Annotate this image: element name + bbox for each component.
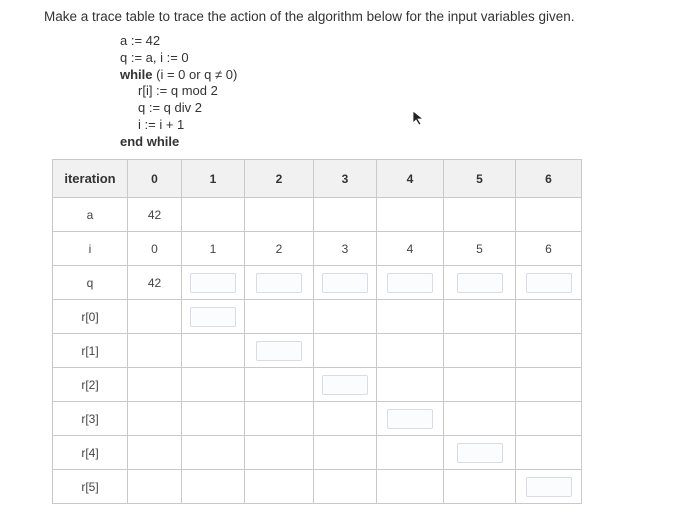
table-row-i bbox=[53, 232, 582, 266]
cell-value: 3 bbox=[314, 232, 377, 266]
column-header: 1 bbox=[182, 160, 245, 198]
iteration-header: iteration bbox=[53, 160, 128, 198]
answer-cell[interactable] bbox=[377, 198, 444, 232]
answer-cell[interactable] bbox=[444, 470, 516, 504]
answer-cell[interactable] bbox=[516, 470, 582, 504]
answer-cell[interactable] bbox=[377, 470, 444, 504]
answer-cell[interactable] bbox=[444, 368, 516, 402]
answer-cell[interactable] bbox=[245, 334, 314, 368]
answer-cell[interactable] bbox=[245, 198, 314, 232]
answer-cell[interactable] bbox=[245, 436, 314, 470]
row-label: a bbox=[53, 198, 128, 232]
answer-cell[interactable] bbox=[314, 368, 377, 402]
table-row-r2 bbox=[53, 368, 582, 402]
answer-cell[interactable] bbox=[444, 266, 516, 300]
column-header: 2 bbox=[245, 160, 314, 198]
answer-cell[interactable] bbox=[128, 470, 182, 504]
table-row-r3 bbox=[53, 402, 582, 436]
algo-while-line bbox=[120, 67, 237, 84]
instruction-text: Make a trace table to trace the action of the algorithm below for the input variables given. bbox=[44, 9, 575, 24]
answer-cell[interactable] bbox=[128, 402, 182, 436]
answer-cell[interactable] bbox=[182, 266, 245, 300]
answer-input[interactable] bbox=[190, 273, 236, 293]
row-label: q bbox=[53, 266, 128, 300]
algo-line-6: i := i + 1 bbox=[138, 116, 185, 132]
answer-cell[interactable] bbox=[516, 334, 582, 368]
table-row-r4 bbox=[53, 436, 582, 470]
answer-input[interactable] bbox=[256, 273, 302, 293]
answer-cell[interactable] bbox=[377, 300, 444, 334]
answer-cell[interactable] bbox=[182, 436, 245, 470]
cell-value: 2 bbox=[245, 232, 314, 266]
answer-cell[interactable] bbox=[444, 198, 516, 232]
column-header: 3 bbox=[314, 160, 377, 198]
cell-value: 42 bbox=[128, 198, 182, 232]
trace-table bbox=[52, 159, 582, 504]
answer-input[interactable] bbox=[457, 273, 503, 293]
row-label: r[0] bbox=[53, 300, 128, 334]
row-label: r[1] bbox=[53, 334, 128, 368]
answer-cell[interactable] bbox=[516, 436, 582, 470]
answer-cell[interactable] bbox=[182, 470, 245, 504]
answer-cell[interactable] bbox=[128, 368, 182, 402]
answer-cell[interactable] bbox=[182, 334, 245, 368]
answer-cell[interactable] bbox=[516, 402, 582, 436]
header-row bbox=[53, 160, 582, 198]
answer-cell[interactable] bbox=[182, 402, 245, 436]
table-row-r5 bbox=[53, 470, 582, 504]
table-row-r1 bbox=[53, 334, 582, 368]
table-row-a bbox=[53, 198, 582, 232]
answer-cell[interactable] bbox=[245, 300, 314, 334]
answer-cell[interactable] bbox=[314, 198, 377, 232]
answer-input[interactable] bbox=[526, 477, 572, 497]
answer-cell[interactable] bbox=[516, 300, 582, 334]
answer-cell[interactable] bbox=[245, 368, 314, 402]
column-header: 0 bbox=[128, 160, 182, 198]
answer-cell[interactable] bbox=[444, 334, 516, 368]
answer-cell[interactable] bbox=[377, 402, 444, 436]
cell-value: 42 bbox=[128, 266, 182, 300]
answer-input[interactable] bbox=[322, 273, 368, 293]
answer-cell[interactable] bbox=[314, 334, 377, 368]
cell-value: 4 bbox=[377, 232, 444, 266]
answer-cell[interactable] bbox=[182, 368, 245, 402]
answer-input[interactable] bbox=[387, 409, 433, 429]
answer-cell[interactable] bbox=[314, 470, 377, 504]
algo-line-1: a := 42 bbox=[120, 33, 161, 48]
answer-cell[interactable] bbox=[444, 402, 516, 436]
column-header: 4 bbox=[377, 160, 444, 198]
cell-value: 1 bbox=[182, 232, 245, 266]
answer-cell[interactable] bbox=[314, 266, 377, 300]
algo-end-while: end while bbox=[120, 133, 180, 149]
column-header: 6 bbox=[516, 160, 582, 198]
answer-cell[interactable] bbox=[377, 334, 444, 368]
answer-cell[interactable] bbox=[314, 402, 377, 436]
answer-input[interactable] bbox=[322, 375, 368, 395]
row-label: r[5] bbox=[53, 470, 128, 504]
while-condition: (i = 0 or q ≠ 0) bbox=[152, 66, 238, 82]
column-header: 5 bbox=[444, 160, 516, 198]
cell-value: 6 bbox=[516, 232, 582, 266]
answer-cell[interactable] bbox=[516, 368, 582, 402]
answer-cell[interactable] bbox=[128, 300, 182, 334]
answer-input[interactable] bbox=[190, 307, 236, 327]
algo-line-5: q := q div 2 bbox=[138, 100, 202, 116]
algo-line-2: q := a, i := 0 bbox=[120, 49, 189, 65]
answer-cell[interactable] bbox=[128, 334, 182, 368]
answer-input[interactable] bbox=[387, 273, 433, 293]
row-label: r[2] bbox=[53, 368, 128, 402]
answer-cell[interactable] bbox=[314, 300, 377, 334]
answer-cell[interactable] bbox=[245, 266, 314, 300]
mouse-pointer-icon bbox=[412, 110, 426, 126]
answer-cell[interactable] bbox=[444, 436, 516, 470]
answer-cell[interactable] bbox=[245, 402, 314, 436]
answer-input[interactable] bbox=[457, 443, 503, 463]
answer-input[interactable] bbox=[256, 341, 302, 361]
table-row-q bbox=[53, 266, 582, 300]
row-label: r[4] bbox=[53, 436, 128, 470]
answer-cell[interactable] bbox=[245, 470, 314, 504]
algorithm-block bbox=[120, 33, 237, 151]
cell-value: 0 bbox=[128, 232, 182, 266]
cell-value: 5 bbox=[444, 232, 516, 266]
table-row-r0 bbox=[53, 300, 582, 334]
answer-cell[interactable] bbox=[377, 436, 444, 470]
answer-cell[interactable] bbox=[377, 266, 444, 300]
row-label: i bbox=[53, 232, 128, 266]
answer-input[interactable] bbox=[526, 273, 572, 293]
answer-cell[interactable] bbox=[314, 436, 377, 470]
answer-cell[interactable] bbox=[516, 266, 582, 300]
answer-cell[interactable] bbox=[516, 198, 582, 232]
answer-cell[interactable] bbox=[444, 300, 516, 334]
algo-line-4: r[i] := q mod 2 bbox=[138, 83, 218, 99]
row-label: r[3] bbox=[53, 402, 128, 436]
while-keyword: while bbox=[120, 66, 153, 82]
answer-cell[interactable] bbox=[377, 368, 444, 402]
answer-cell[interactable] bbox=[128, 436, 182, 470]
answer-cell[interactable] bbox=[182, 198, 245, 232]
answer-cell[interactable] bbox=[182, 300, 245, 334]
